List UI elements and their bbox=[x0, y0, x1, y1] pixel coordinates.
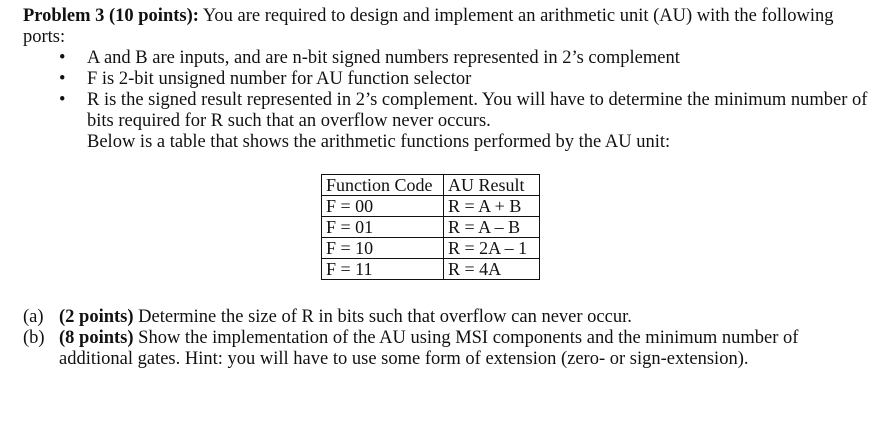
questions-section bbox=[23, 307, 873, 370]
bullet-icon: • bbox=[59, 48, 66, 68]
question-points: (8 points) bbox=[59, 328, 134, 348]
function-code-cell: F = 11 bbox=[322, 259, 444, 280]
au-result-cell: R = A – B bbox=[444, 217, 540, 238]
port-text: F is 2-bit unsigned number for AU function selector bbox=[87, 69, 472, 89]
question-points: (2 points) bbox=[59, 307, 134, 327]
port-item-f bbox=[23, 69, 873, 90]
question-text: Determine the size of R in bits such that overflow can never occur. bbox=[138, 307, 632, 327]
question-a bbox=[23, 307, 873, 328]
question-label: (a) bbox=[23, 307, 44, 327]
table-row bbox=[322, 196, 540, 217]
au-result-cell: R = 2A – 1 bbox=[444, 238, 540, 259]
bullet-icon: • bbox=[59, 90, 66, 110]
port-text: A and B are inputs, and are n-bit signed numbers represented in 2’s complement bbox=[87, 48, 680, 68]
question-b bbox=[23, 328, 873, 370]
ports-list bbox=[23, 48, 873, 132]
table-row bbox=[322, 259, 540, 280]
table-header-row bbox=[322, 175, 540, 196]
au-result-cell: R = A + B bbox=[444, 196, 540, 217]
problem-heading: Problem 3 (10 points): bbox=[23, 6, 199, 26]
question-label: (b) bbox=[23, 328, 45, 348]
port-item-r bbox=[23, 90, 873, 132]
port-item-a-b bbox=[23, 48, 873, 69]
table-header-cell: Function Code bbox=[322, 175, 444, 196]
function-code-cell: F = 10 bbox=[322, 238, 444, 259]
function-table-container bbox=[321, 174, 873, 280]
table-row bbox=[322, 238, 540, 259]
function-table bbox=[321, 174, 540, 280]
table-row bbox=[322, 217, 540, 238]
bullet-icon: • bbox=[59, 69, 66, 89]
question-text: Show the implementation of the AU using MSI components and the minimum number of additional gates. Hint: you will have to use some form of extension (zero- or sign-extension). bbox=[59, 328, 799, 369]
au-result-cell: R = 4A bbox=[444, 259, 540, 280]
function-code-cell: F = 00 bbox=[322, 196, 444, 217]
problem-intro-text: You are required to design and implement an arithmetic unit (AU) with the following ports: bbox=[23, 6, 834, 47]
function-code-cell: F = 01 bbox=[322, 217, 444, 238]
table-intro-text: Below is a table that shows the arithmetic functions performed by the AU unit: bbox=[87, 132, 671, 152]
table-header-cell: AU Result bbox=[444, 175, 540, 196]
port-text: R is the signed result represented in 2’s complement. You will have to determine the minimum number of bits required for R such that an overflow never occurs. bbox=[87, 90, 868, 131]
problem-document bbox=[23, 6, 873, 370]
problem-intro-paragraph bbox=[23, 6, 873, 48]
